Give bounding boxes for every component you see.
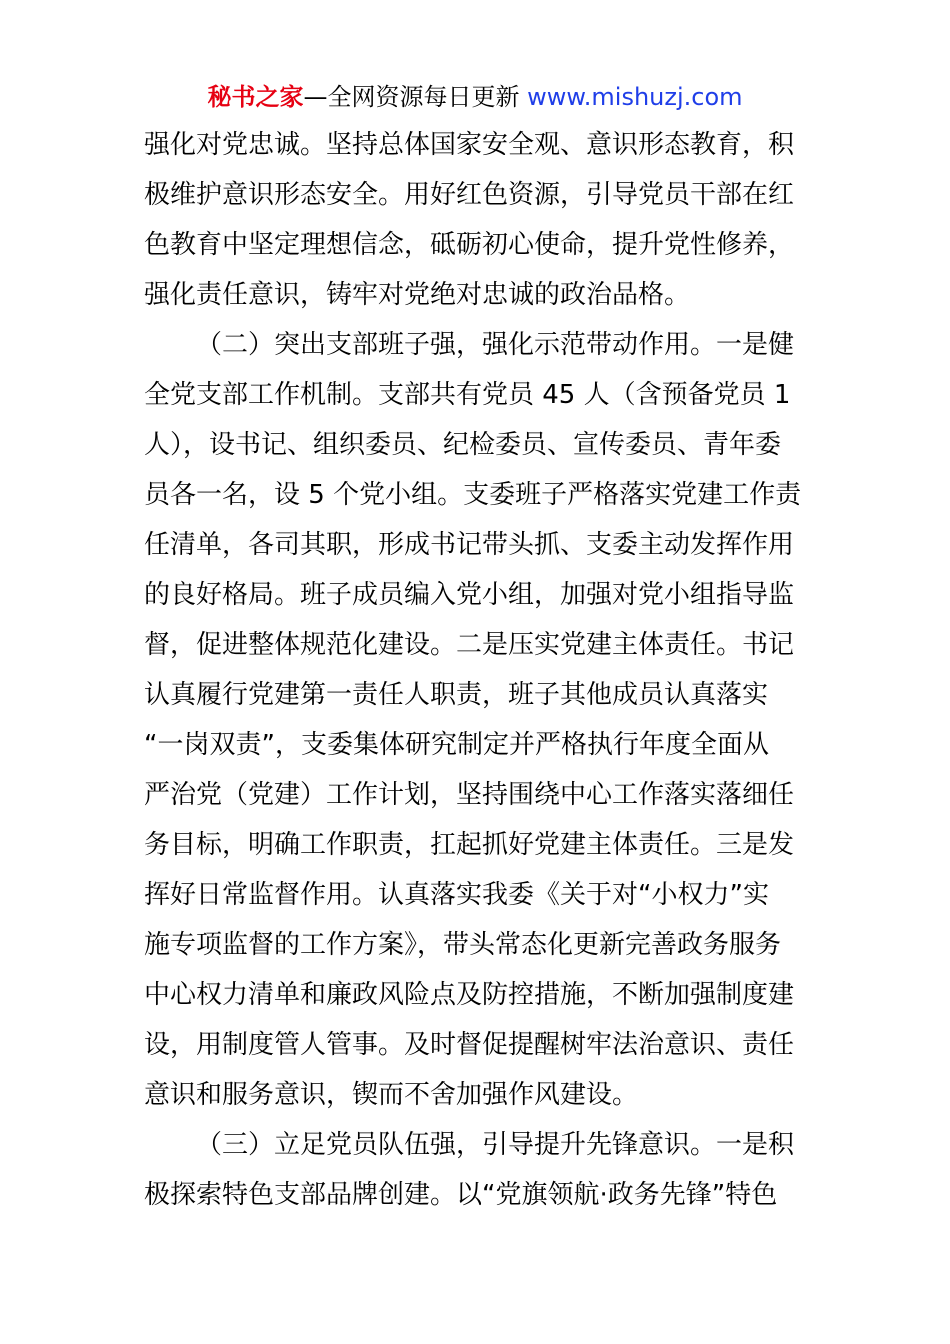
text-line: 全党支部工作机制。支部共有党员 45 人（含预备党员 1 (144, 380, 791, 410)
section-heading-line: （三）立足党员队伍强，引导提升先锋意识。一是积 (196, 1130, 795, 1160)
text-line: 员各一名，设 5 个党小组。支委班子严格落实党建工作责 (144, 480, 802, 510)
header-tagline: —全网资源每日更新 (303, 83, 520, 111)
text-line: 认真履行党建第一责任人职责，班子其他成员认真落实 (144, 680, 769, 710)
text-line: 设，用制度管人管事。及时督促提醒树牢法治意识、责任 (144, 1030, 795, 1060)
text-line: “一岗双责”，支委集体研究制定并严格执行年度全面从 (144, 730, 769, 760)
text-line: 强化责任意识，铸牢对党绝对忠诚的政治品格。 (144, 280, 691, 310)
text-line: 极探索特色支部品牌创建。以“党旗领航·政务先锋”特色 (144, 1180, 778, 1210)
text-line: 意识和服务意识，锲而不舍加强作风建设。 (144, 1080, 639, 1110)
text-line: 的良好格局。班子成员编入党小组，加强对党小组指导监 (144, 580, 795, 610)
text-line: 人），设书记、组织委员、纪检委员、宣传委员、青年委 (144, 430, 782, 460)
site-header (0, 80, 950, 114)
text-line: 强化对党忠诚。坚持总体国家安全观、意识形态教育，积 (144, 130, 795, 160)
text-line: 极维护意识形态安全。用好红色资源，引导党员干部在红 (144, 180, 795, 210)
document-body (144, 120, 809, 1220)
section-heading-line: （二）突出支部班子强，强化示范带动作用。一是健 (196, 330, 795, 360)
text-line: 色教育中坚定理想信念，砥砺初心使命，提升党性修养， (144, 230, 795, 260)
text-line: 中心权力清单和廉政风险点及防控措施，不断加强制度建 (144, 980, 795, 1010)
text-line: 严治党（党建）工作计划，坚持围绕中心工作落实落细任 (144, 780, 795, 810)
text-line: 督，促进整体规范化建设。二是压实党建主体责任。书记 (144, 630, 795, 660)
text-line: 务目标，明确工作职责，扛起抓好党建主体责任。三是发 (144, 830, 795, 860)
text-line: 任清单，各司其职，形成书记带头抓、支委主动发挥作用 (144, 530, 795, 560)
brand-name: 秘书之家 (207, 83, 304, 111)
text-line: 施专项监督的工作方案》，带头常态化更新完善政务服务 (144, 930, 782, 960)
site-url: www.mishuzj.com (527, 83, 743, 111)
text-line: 挥好日常监督作用。认真落实我委《关于对“小权力”实 (144, 880, 769, 910)
